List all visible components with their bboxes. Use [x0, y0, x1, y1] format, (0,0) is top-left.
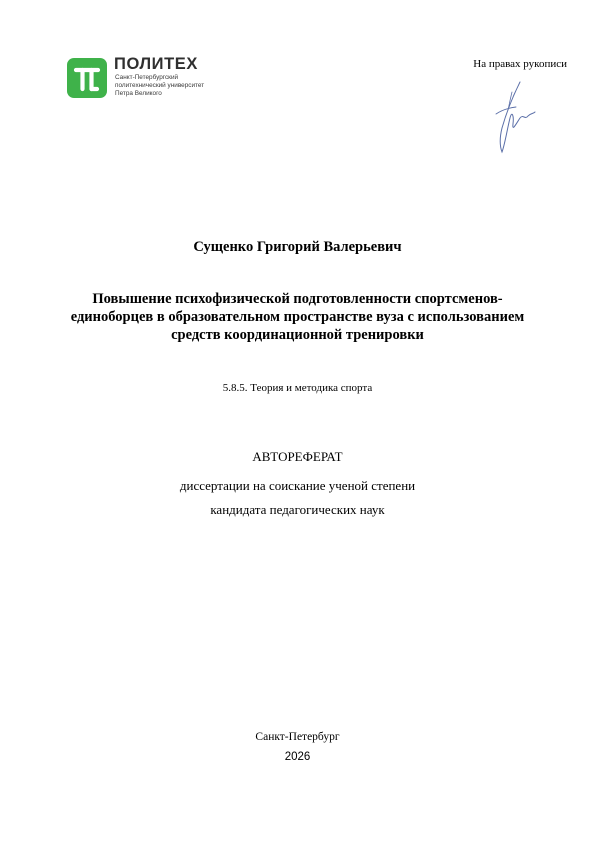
logo-name: ПОЛИТЕХ [114, 55, 199, 73]
title-line: единоборцев в образовательном пространстве вуза с использованием [70, 309, 525, 325]
document-type: АВТОРЕФЕРАТ [252, 449, 343, 464]
degree-purpose [0, 474, 595, 522]
specialty-code: 5.8.5. Теория и методика спорта [222, 382, 373, 394]
purpose-line: диссертации на соискание ученой степени [179, 478, 416, 493]
title-line: средств координационной тренировки [171, 327, 424, 343]
city: Санкт-Петербург [255, 731, 340, 743]
title-line: Повышение психофизической подготовленности спортсменов- [92, 291, 503, 307]
university-logo [67, 56, 237, 102]
dissertation-title [60, 290, 535, 344]
author-name: Сущенко Григорий Валерьевич [193, 239, 402, 255]
politech-logo-icon [67, 58, 107, 98]
logo-subtitle [115, 74, 204, 97]
purpose-line: кандидата педагогических наук [210, 502, 385, 517]
logo-subtitle-line: политехнический университет [115, 81, 205, 89]
manuscript-rights-note: На правах рукописи [473, 58, 567, 70]
logo-subtitle-line: Санкт-Петербургский [115, 74, 179, 81]
year: 2026 [284, 751, 311, 763]
logo-subtitle-line: Петра Великого [115, 89, 162, 97]
handwritten-signature [490, 80, 538, 156]
